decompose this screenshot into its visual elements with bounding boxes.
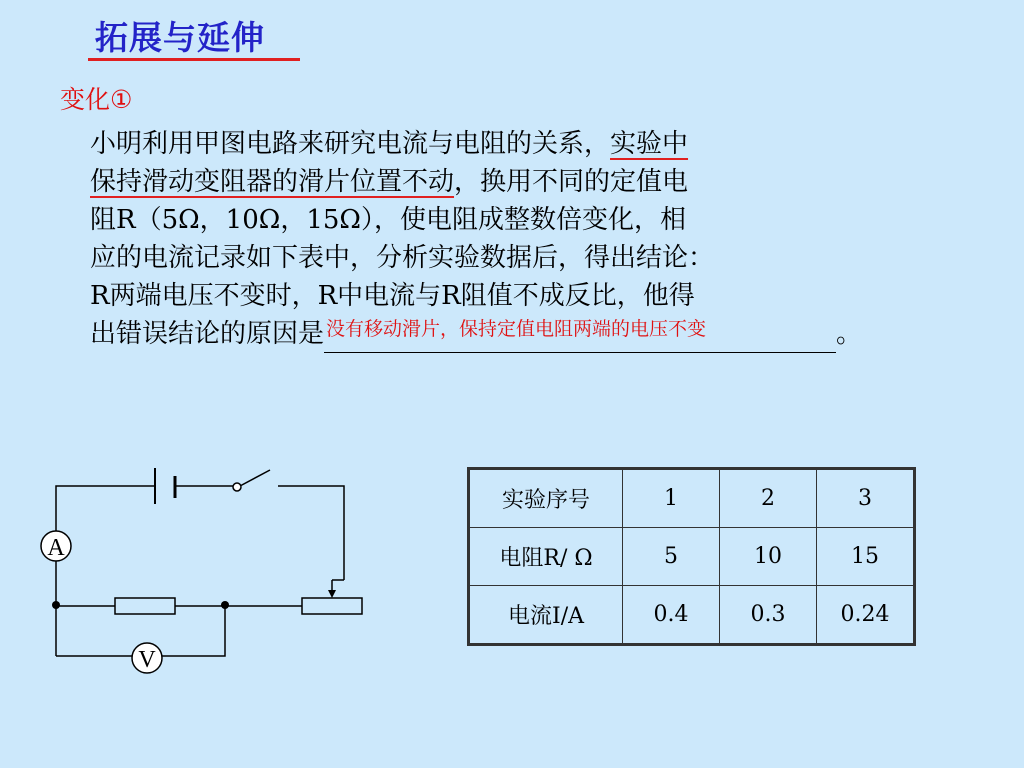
table-row xyxy=(469,586,915,645)
resistor-R xyxy=(115,598,175,614)
data-table xyxy=(467,467,916,646)
line2-text: ，换用不同的定值电 xyxy=(454,167,689,197)
paragraph-line-3: 阻R（5Ω，10Ω，15Ω），使电阻成整数倍变化，相 xyxy=(90,205,686,235)
paragraph-line-4: 应的电流记录如下表中，分析实验数据后，得出结论： xyxy=(90,243,715,273)
table-row xyxy=(469,469,915,528)
paragraph-line-1 xyxy=(90,125,930,163)
line2-underlined: 保持滑动变阻器的滑片位置不动 xyxy=(90,167,455,197)
circuit-diagram xyxy=(0,440,400,700)
slider-arrow xyxy=(328,590,336,598)
table-cell: 2 xyxy=(720,469,817,528)
title-underline xyxy=(88,58,300,61)
table-cell: 电阻R/ Ω xyxy=(469,528,623,586)
paragraph-line-2 xyxy=(90,163,930,201)
line6-suffix: 。 xyxy=(836,319,863,349)
voltmeter-label: V xyxy=(138,647,156,673)
table-cell: 3 xyxy=(817,469,915,528)
table-cell: 电流I/A xyxy=(469,586,623,645)
table-cell: 0.3 xyxy=(720,586,817,645)
junction-right xyxy=(221,601,229,609)
answer-text: 没有移动滑片，保持定值电阻两端的电压不变 xyxy=(326,318,707,340)
ammeter-label: A xyxy=(47,535,65,561)
table-cell: 实验序号 xyxy=(469,469,623,528)
page-title: 拓展与延伸 xyxy=(95,18,265,57)
table-cell: 5 xyxy=(623,528,720,586)
table-cell: 10 xyxy=(720,528,817,586)
table-cell: 0.4 xyxy=(623,586,720,645)
line6-prefix: 出错误结论的原因是 xyxy=(90,319,325,349)
table-cell: 0.24 xyxy=(817,586,915,645)
junction-left xyxy=(52,601,60,609)
switch-blade xyxy=(240,470,270,486)
line1-text: 小明利用甲图电路来研究电流与电阻的关系， xyxy=(90,129,611,159)
table-row xyxy=(469,528,915,586)
switch-terminal xyxy=(233,483,241,491)
subtitle: 变化① xyxy=(60,85,133,114)
table-cell: 1 xyxy=(623,469,720,528)
paragraph-line-5: R两端电压不变时，R中电流与R阻值不成反比，他得 xyxy=(90,281,695,311)
paragraph-line-6 xyxy=(90,315,930,353)
wire-top-left xyxy=(56,486,155,540)
table-cell: 15 xyxy=(817,528,915,586)
line1-underlined: 实验中 xyxy=(610,129,689,159)
answer-blank xyxy=(324,318,836,353)
rheostat xyxy=(302,598,362,614)
wire-top-right xyxy=(278,486,344,580)
